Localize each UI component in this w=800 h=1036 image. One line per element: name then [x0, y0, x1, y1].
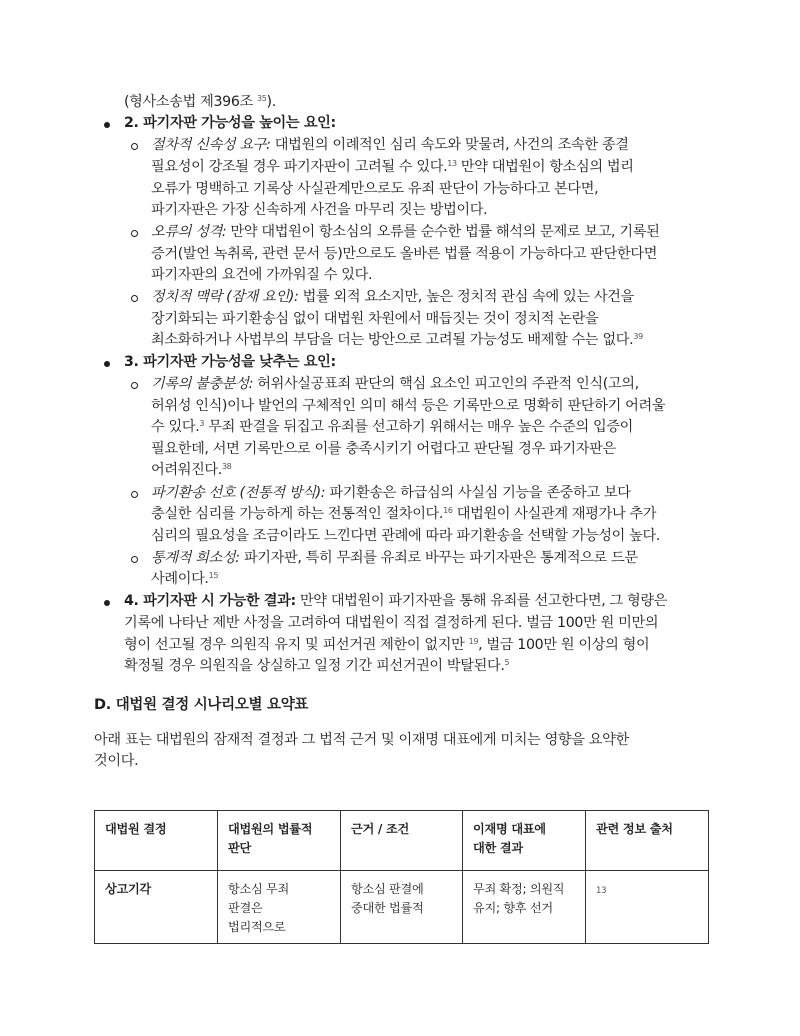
intro-paragraph-line: 것이다.: [94, 753, 139, 769]
footnote-ref[interactable]: 16: [443, 506, 453, 515]
list-item-line: 파기자판의 요건에 가까워질 수 있다.: [151, 267, 373, 283]
list-item: 기록의 불충분성: 허위사실공표죄 판단의 핵심 요소인 피고인의 주관적 인식(고의,: [151, 376, 639, 392]
table-header-cell: 대법원 결정: [95, 811, 218, 871]
list-item-line: 오류가 명백하고 기록상 사실관계만으로도 유죄 판단이 가능하다고 본다면,: [151, 181, 599, 197]
list-item-line: 어려워진다.$^{38}$: [151, 462, 232, 478]
section-heading: D. 대법원 결정 시나리오별 요약표: [94, 697, 309, 713]
sub-bullet-icon: [131, 491, 138, 498]
table-cell-source: [586, 871, 709, 944]
section4-line: 확정될 경우 의원직을 상실하고 일정 기간 피선거권이 박탈된다.$^5$: [124, 658, 510, 674]
list-item-line: 수 있다.$^3$ 무죄 판결을 뒤집고 유죄를 선고하기 위해서는 매우 높은 수준의 입증이: [151, 419, 634, 435]
footnote-ref[interactable]: 19: [468, 637, 479, 646]
list-item-line: 최소화하거나 사법부의 부담을 더는 방안으로 고려될 가능성도 배제할 수는 없다.$^{39}$: [151, 332, 643, 348]
section4-line: 형이 선고될 경우 의원직 유지 및 피선거권 제한이 없지만 $^{19}$, 벌금 100만 원 이상의 형이: [124, 637, 650, 653]
list-item: 파기환송 선호 (전통적 방식): 파기환송은 하급심의 사실심 기능을 존중하고 보다: [151, 485, 631, 501]
summary-table: [94, 810, 709, 944]
footnote-ref[interactable]: 39: [633, 332, 643, 341]
section2-title: 2. 파기자판 가능성을 높이는 요인:: [124, 115, 336, 131]
footnote-ref[interactable]: 15: [208, 571, 219, 580]
bullet-icon: [104, 361, 110, 367]
footnote-ref[interactable]: 13: [447, 159, 457, 168]
list-item-line: 필요성이 강조될 경우 파기자판이 고려될 수 있다.$^{13}$ 만약 대법원이 항소심의 법리: [151, 159, 634, 175]
list-item-line: 증거(발언 녹취록, 관련 문서 등)만으로도 올바른 법률 적용이 가능하다고 판단한다면: [151, 246, 658, 262]
list-item: 통계적 희소성: 파기자판, 특히 무죄를 유죄로 바꾸는 파기자판은 통계적으로 드문: [151, 550, 638, 566]
list-item-line: 심리의 필요성을 조금이라도 느낀다면 관례에 따라 파기환송을 선택할 가능성이 높다.: [151, 528, 661, 544]
footnote-ref[interactable]: 5: [504, 658, 510, 667]
bullet-icon: [104, 122, 110, 128]
intro-paragraph-line: 아래 표는 대법원의 잠재적 결정과 그 법적 근거 및 이재명 대표에게 미치는 영향을 요약한: [94, 732, 629, 748]
table-row: [95, 871, 709, 944]
section4-line: 4. 파기자판 시 가능한 결과: 만약 대법원이 파기자판을 통해 유죄를 선고한다면, 그 형량은: [124, 593, 668, 609]
footnote-ref[interactable]: 13: [596, 886, 607, 896]
bullet-icon: [104, 600, 110, 606]
sub-bullet-icon: [131, 230, 138, 237]
sub-bullet-icon: [131, 143, 138, 150]
table-header-cell: 이재명 대표에 대한 결과: [463, 811, 586, 871]
footnote-ref[interactable]: 38: [221, 462, 232, 471]
list-item-line: 충실한 심리를 가능하게 하는 전통적인 절차이다.$^{16}$ 대법원이 사실관계 재평가나 추가: [151, 506, 657, 522]
table-cell-result: 무죄 확정; 의원직 유지; 향후 선거: [463, 871, 586, 944]
sub-bullet-icon: [131, 382, 138, 389]
sub-bullet-icon: [131, 295, 138, 302]
section3-title: 3. 파기자판 가능성을 낮추는 요인:: [124, 354, 336, 370]
table-cell-decision: 상고기각: [95, 871, 218, 944]
table-cell-basis: 항소심 판결에 중대한 법률적: [341, 871, 463, 944]
footnote-ref[interactable]: 3: [199, 419, 205, 428]
lead-line: (형사소송법 제396조 $^{35}$).: [124, 94, 276, 110]
list-item-line: 파기자판은 가장 신속하게 사건을 마무리 짓는 방법이다.: [151, 202, 488, 218]
table-header-cell: 관련 정보 출처: [586, 811, 709, 871]
table-cell-judgment: 항소심 무죄 판결은 법리적으로: [218, 871, 341, 944]
list-item-line: 허위성 인식)이나 발언의 구체적인 의미 해석 등은 기록만으로 명확히 판단하기 어려울: [151, 398, 666, 414]
list-item: 오류의 성격: 만약 대법원이 항소심의 오류를 순수한 법률 해석의 문제로 보고, 기록된: [151, 224, 660, 240]
list-item-line: 사례이다.$^{15}$: [151, 571, 219, 587]
sub-bullet-icon: [131, 556, 138, 563]
table-header-cell: 대법원의 법률적 판단: [218, 811, 341, 871]
list-item: 정치적 맥락 (잠재 요인): 법률 외적 요소지만, 높은 정치적 관심 속에 있는 사건을: [151, 289, 634, 305]
list-item: 절차적 신속성 요구: 대법원의 이례적인 심리 속도와 맞물려, 사건의 조속한 종결: [151, 137, 629, 153]
list-item-line: 장기화되는 파기환송심 없이 대법원 차원에서 매듭짓는 것이 정치적 논란을: [151, 311, 599, 327]
section4-line: 기록에 나타난 제반 사정을 고려하여 대법원이 직접 결정하게 된다. 벌금 100만 원 미만의: [124, 615, 659, 631]
table-header-cell: 근거 / 조건: [341, 811, 463, 871]
table-header-row: [95, 811, 709, 871]
list-item-line: 필요한데, 서면 기록만으로 이를 충족시키기 어렵다고 판단될 경우 파기자판은: [151, 441, 616, 457]
footnote-ref[interactable]: 35: [257, 94, 267, 103]
